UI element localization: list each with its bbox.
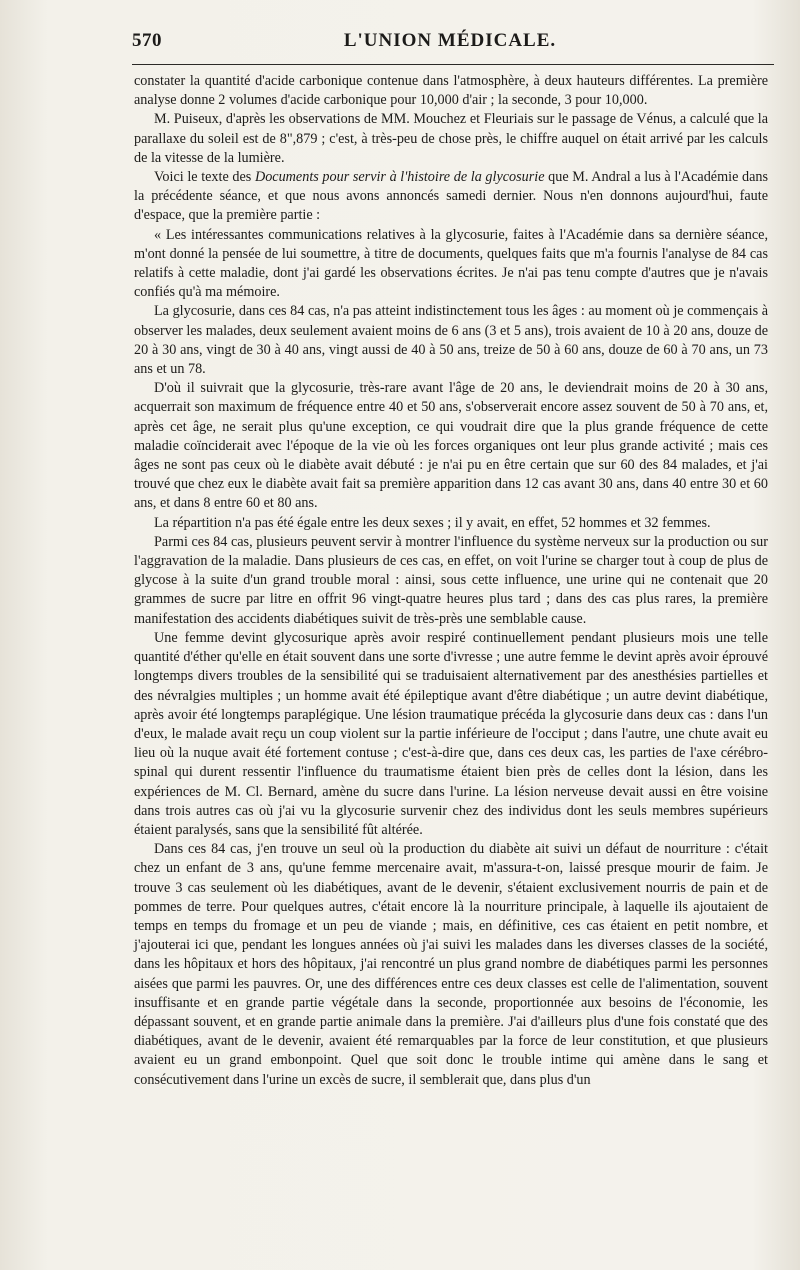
paragraph-5: La glycosurie, dans ces 84 cas, n'a pas atteint indistinctement tous les âges : au moment où je commençais à observer les malades, deux seulement avaient moins de 6 ans (3 et 5 ans), trois avaient de 10 à 20 ans, douze de 20 à 30 ans, vingt de 30 à 40 ans, vingt aussi de 40 à 50 ans, treize de 50 à 60 ans, douze de 60 à 70 ans, un 73 ans et un 78. bbox=[134, 303, 768, 378]
paragraph-3-tail: que M. Andral a lus à l'Académie dans la précédente séance, et que nous avons annoncés samedi dernier. Nous n'en donnons aujourd'hui, faute d'espace, que la première partie : bbox=[134, 169, 769, 224]
paragraph-10: Dans ces 84 cas, j'en trouve un seul où la production du diabète ait suivi un défaut de nourriture : c'était chez un enfant de 3 ans, qu'une femme mercenaire avait, m'assura-t-on, laissé presque mourir de faim. Je trouve 3 cas seulement où les diabétiques, avant de le devenir, s'étaient exclusivement nourris de pain et de pommes de terre. Pour quelques autres, c'était encore là la nourriture principale, à laquelle ils ajoutaient de temps en temps du fromage et un peu de viande ; mais, en définitive, ces cas étaient en petit nombre, et j'ajouterai ici que, pendant les longues années où j'ai suivi les malades dans les diverses classes de la société, dans les hôpitaux et hors des hôpitaux, j'ai rencontré un plus grand nombre de diabétiques parmi les personnes aisées que parmi les pauvres. Or, une des différences entre ces deux classes est celle de l'alimentation, souvent insuffisante et en grande partie végétale dans la seconde, proportionnée aux besoins de l'économie, les dépassant souvent, et en grande partie animale dans la première. J'ai d'ailleurs plus d'une fois constaté que des diabétiques, avant de le devenir, avaient été remarquables par la force de leur constitution, et que plusieurs avaient eu un grand embonpoint. Quel que soit donc le trouble intime qui amène dans le sang et consécutivement dans l'urine un excès de sucre, il semblerait que, dans plus d'un bbox=[134, 841, 768, 1088]
page-header bbox=[132, 26, 768, 58]
paragraph-2: M. Puiseux, d'après les observations de MM. Mouchez et Fleuriais sur le passage de Vénus, a calculé que la parallaxe du soleil est de 8",879 ; c'est, à très-peu de chose près, le chiffre auquel on était arrivé par les calculs de la vitesse de la lumière. bbox=[134, 111, 768, 166]
page-number: 570 bbox=[132, 30, 162, 51]
paragraph-9: Une femme devint glycosurique après avoir respiré continuellement pendant plusieurs mois une telle quantité d'éther qu'elle en était souvent dans une sorte d'ivresse ; une autre femme le devint après avoir éprouvé longtemps divers troubles de la sensibilité qui se traduisaient alternativement par des anesthésies partielles et des névralgies multiples ; un homme avait été épileptique avant d'être diabétique ; un autre devint diabétique, après avoir été longtemps paraplégique. Une lésion traumatique précéda la glycosurie dans deux cas : dans l'un d'eux, le malade avait reçu un coup violent sur la partie inférieure de l'occiput ; dans l'autre, une chute avait eu lieu où la nuque avait été fortement contuse ; c'est-à-dire que, dans ces deux cas, les parties de l'axe cérébro-spinal qui durent ressentir l'influence du traumatisme étaient bien près de celles dont la lésion, dans les expériences de M. Cl. Bernard, amène du sucre dans l'urine. La lésion nerveuse devait aussi en être voisine dans trois autres cas où j'ai vu la glycosurie survenir chez des individus dont les seuls membres supérieurs étaient paralysés, sans que la sensibilité fût altérée. bbox=[134, 629, 768, 838]
paragraph-4: « Les intéressantes communications relatives à la glycosurie, faites à l'Académie dans sa dernière séance, m'ont donné la pensée de lui soumettre, à titre de documents, quelques faits que m'a fournis l'analyse de 84 cas relatifs à cette maladie, dont j'ai gardé les observations écrites. Je n'ai pas tenu compte d'autres que je n'avais confiés qu'à ma mémoire. bbox=[134, 226, 768, 301]
paragraph-1: constater la quantité d'acide carbonique contenue dans l'atmosphère, à deux hauteurs différentes. La première analyse donne 2 volumes d'acide carbonique pour 10,000 d'air ; la seconde, 3 pour 10,000. bbox=[134, 73, 768, 109]
paragraph-7: La répartition n'a pas été égale entre les deux sexes ; il y avait, en effet, 52 hommes et 32 femmes. bbox=[154, 514, 711, 531]
document-title: Documents pour servir à l'histoire de la glycosurie bbox=[254, 169, 545, 186]
paragraph-6: D'où il suivrait que la glycosurie, très-rare avant l'âge de 20 ans, le deviendrait moins de 20 à 30 ans, acquerrait son maximum de fréquence entre 40 et 50 ans, s'observerait encore assez souvent de 50 à 70 ans, et, après cet âge, ne serait plus qu'une exception, ce qui voudrait dire que la plus grande fréquence de cette maladie coïnciderait avec l'époque de la vie où les forces organiques ont leur plus grande activité ; mais ces âges ne sont pas ceux où le diabète avait débuté : je n'ai pu en être certain que sur 60 des 84 malades, et j'ai trouvé que chez eux le diabète avait fait sa première apparition dans 12 cas avant 30 ans, dans 40 entre 30 et 60 ans, et dans 8 entre 60 et 80 ans. bbox=[134, 380, 768, 512]
paragraph-3-lead: Voici le texte des bbox=[154, 169, 255, 186]
paragraph-8: Parmi ces 84 cas, plusieurs peuvent servir à montrer l'influence du système nerveux sur la production ou sur l'aggravation de la maladie. Dans plusieurs de ces cas, en effet, on voit l'urine se charger tout à coup de plus de glycose à la suite d'un grand trouble moral : ainsi, sous cette influence, une urine qui ne contenait que 20 grammes de sucre par litre en offrit 96 vingt-quatre heures plus tard ; dans des cas plus rares, la première manifestation des accidents diabétiques suivit de très-près une semblable cause. bbox=[134, 533, 768, 627]
header-rule bbox=[132, 64, 774, 65]
paragraph-3 bbox=[134, 168, 768, 226]
running-title: L'UNION MÉDICALE. bbox=[343, 30, 557, 51]
article-body bbox=[134, 72, 768, 1090]
